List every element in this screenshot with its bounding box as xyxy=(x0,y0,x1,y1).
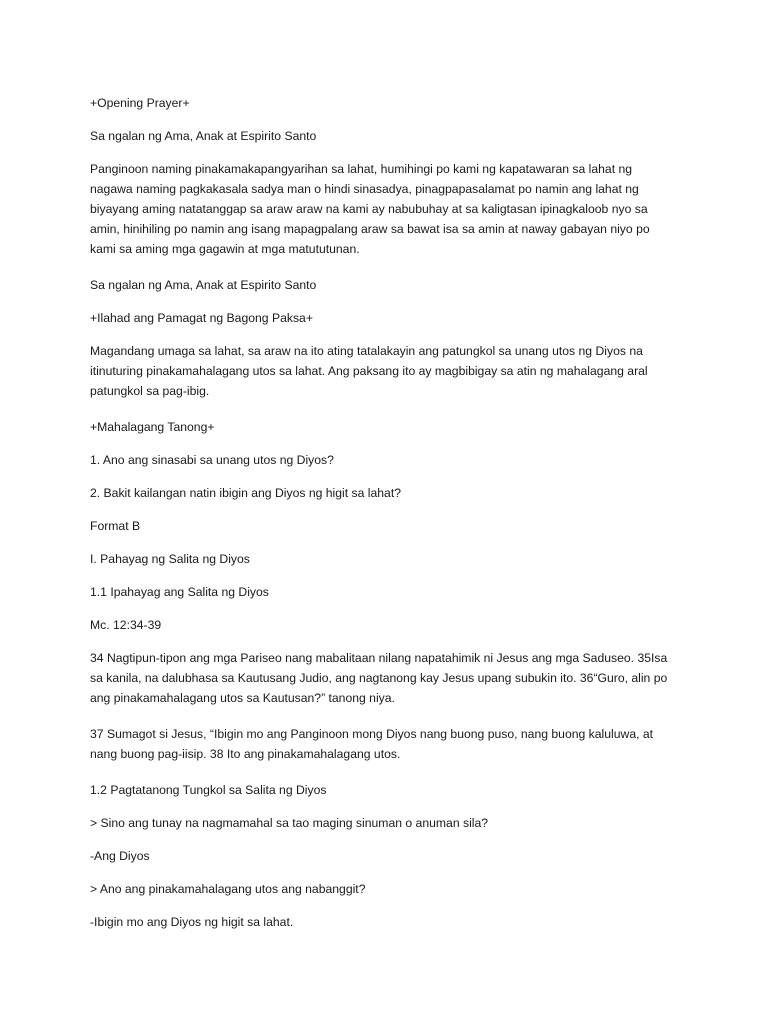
prayer-line: Panginoon naming pinakamakapangyarihan sa lahat, humihingi po kami ng kapatawaran sa lahat ng xyxy=(90,162,633,176)
question-1: 1. Ano ang sinasabi sa unang utos ng Diyos? xyxy=(90,453,334,467)
document-page xyxy=(90,93,680,945)
intro-line: itinuturing pinakamahalagang utos sa lahat. Ang paksang ito ay magbibigay sa atin ng mahalagang aral xyxy=(90,364,648,378)
prayer-line: biyayang aming natatanggap sa araw araw na kami ay nabubuhay at sa kaligtasan ipinagkaloob nyo sa xyxy=(90,202,648,216)
prayer-line: amin, hinihiling po namin ang isang mapagpalang araw sa bawat isa sa amin at naway gabayan niyo po xyxy=(90,222,650,236)
sign-of-cross-line-2: Sa ngalan ng Ama, Anak at Espirito Santo xyxy=(90,278,317,292)
verse-line: 34 Nagtipun-tipon ang mga Pariseo nang mabalitaan nilang napatahimik ni Jesus ang mga Saduseo. 35Isa xyxy=(90,651,668,665)
qa-question-2: > Ano ang pinakamahalagang utos ang nabanggit? xyxy=(90,882,366,896)
intro-line: patungkol sa pag-ibig. xyxy=(90,384,210,398)
scripture-reference: Mc. 12:34-39 xyxy=(90,618,162,632)
qa-question-1: > Sino ang tunay na nagmamahal sa tao maging sinuman o anuman sila? xyxy=(90,816,489,830)
subsection-1-2-heading: 1.2 Pagtatanong Tungkol sa Salita ng Diyos xyxy=(90,783,327,797)
prayer-line: nagawa naming pagkakasala sadya man o hindi sinasadya, pinagpapasalamat po namin ang lahat ng xyxy=(90,182,639,196)
verse-line: ang pinakamahalagang utos sa Kautusan?” tanong niya. xyxy=(90,691,395,705)
sign-of-cross-line: Sa ngalan ng Ama, Anak at Espirito Santo xyxy=(90,129,317,143)
subsection-1-1-heading: 1.1 Ipahayag ang Salita ng Diyos xyxy=(90,585,269,599)
opening-prayer-text xyxy=(90,159,680,259)
format-label: Format B xyxy=(90,519,141,533)
prayer-line: kami sa aming mga gagawin at mga matututunan. xyxy=(90,242,360,256)
important-question-heading: +Mahalagang Tanong+ xyxy=(90,420,215,434)
opening-prayer-heading: +Opening Prayer+ xyxy=(90,96,190,110)
verse-line: sa kanila, na dalubhasa sa Kautusang Judio, ang nagtanong kay Jesus upang subukin ito. 36“Guro, alin po xyxy=(90,671,668,685)
new-topic-heading: +Ilahad ang Pamagat ng Bagong Paksa+ xyxy=(90,311,313,325)
verse-line: nang buong pag-iisip. 38 Ito ang pinakamahalagang utos. xyxy=(90,747,401,761)
intro-paragraph xyxy=(90,341,680,401)
qa-answer-1: -Ang Diyos xyxy=(90,849,150,863)
intro-line: Magandang umaga sa lahat, sa araw na ito ating tatalakayin ang patungkol sa unang utos ng Diyos na xyxy=(90,344,643,358)
question-2: 2. Bakit kailangan natin ibigin ang Diyos ng higit sa lahat? xyxy=(90,486,401,500)
section-1-heading: I. Pahayag ng Salita ng Diyos xyxy=(90,552,250,566)
verse-block-1 xyxy=(90,648,680,708)
verse-line: 37 Sumagot si Jesus, “Ibigin mo ang Panginoon mong Diyos nang buong puso, nang buong kaluluwa, at xyxy=(90,727,654,741)
qa-answer-2: -Ibigin mo ang Diyos ng higit sa lahat. xyxy=(90,915,294,929)
verse-block-2 xyxy=(90,724,680,764)
